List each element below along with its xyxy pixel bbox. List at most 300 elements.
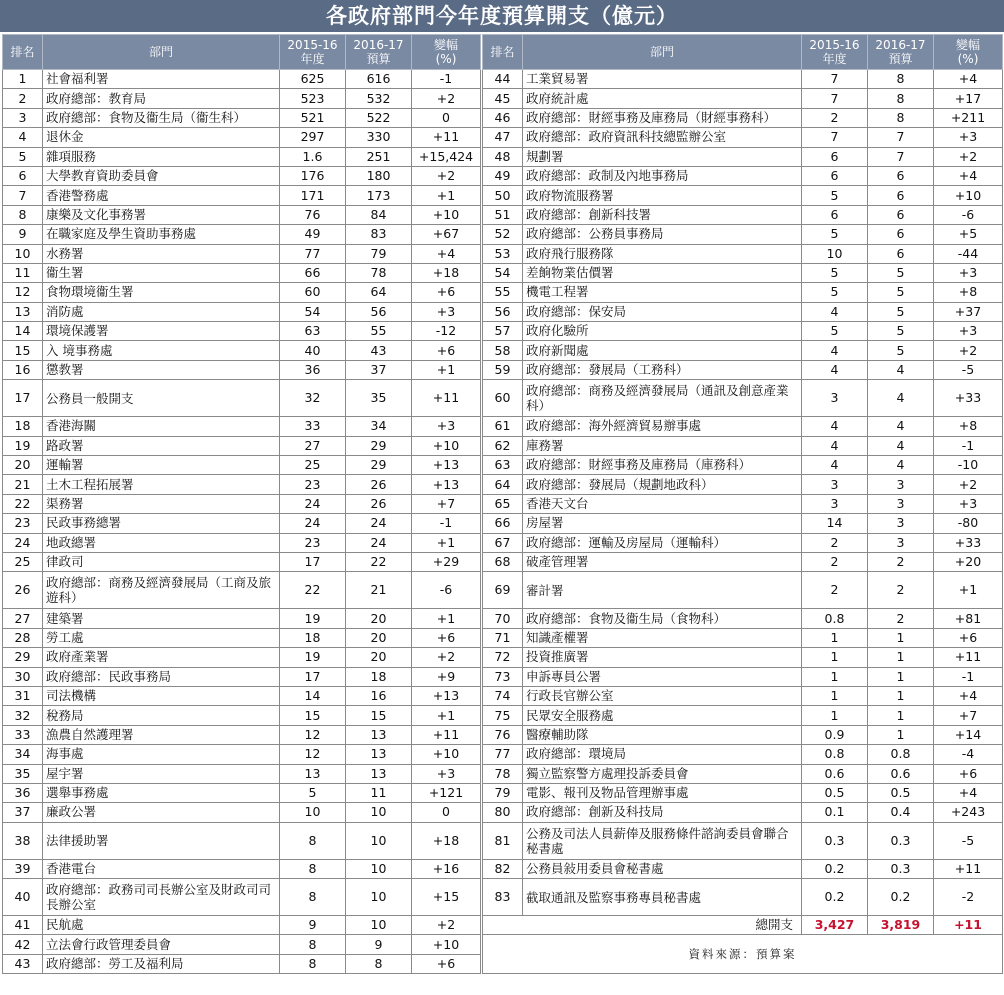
y2-value-cell: 83 [346, 225, 412, 244]
change-cell: +10 [412, 745, 481, 764]
rank-cell: 13 [3, 302, 43, 321]
rank-cell: 32 [3, 706, 43, 725]
dept-name-cell: 環境保護署 [43, 322, 280, 341]
y1-value-cell: 1 [802, 686, 868, 705]
table-row [483, 783, 1003, 802]
change-cell: +1 [934, 572, 1003, 609]
y1-value-cell: 12 [280, 725, 346, 744]
y2-value-cell: 11 [346, 783, 412, 802]
table-row [483, 302, 1003, 321]
y2-value-cell: 251 [346, 147, 412, 166]
y1-header: 2015-16 年度 [280, 35, 346, 70]
y1-value-cell: 8 [280, 822, 346, 859]
table-row [3, 572, 481, 609]
table-row [3, 380, 481, 417]
table-row [3, 745, 481, 764]
change-cell: +3 [934, 263, 1003, 282]
change-cell: +10 [412, 205, 481, 224]
dept-name-cell: 政府總部：創新科技署 [523, 205, 802, 224]
y1-value-cell: 176 [280, 166, 346, 185]
table-row [3, 514, 481, 533]
table-row [3, 648, 481, 667]
y1-value-cell: 5 [802, 225, 868, 244]
table-row [3, 186, 481, 205]
y1-value-cell: 4 [802, 360, 868, 379]
table-row [3, 822, 481, 859]
rank-cell: 75 [483, 706, 523, 725]
change-cell: +13 [412, 475, 481, 494]
y2-value-cell: 0.2 [868, 879, 934, 916]
table-row [483, 667, 1003, 686]
change-cell: +3 [934, 494, 1003, 513]
change-cell: +6 [412, 954, 481, 973]
budget-table-left [2, 34, 481, 974]
y1-value-cell: 0.6 [802, 764, 868, 783]
y2-value-cell: 20 [346, 628, 412, 647]
y1-value-cell: 0.1 [802, 803, 868, 822]
y1-value-cell: 27 [280, 436, 346, 455]
y2-value-cell: 16 [346, 686, 412, 705]
rank-cell: 48 [483, 147, 523, 166]
change-cell: -1 [934, 667, 1003, 686]
table-row [483, 475, 1003, 494]
change-cell: -6 [412, 572, 481, 609]
table-row [3, 322, 481, 341]
change-cell: +4 [934, 166, 1003, 185]
y1-value-cell: 5 [802, 322, 868, 341]
change-cell: +3 [412, 764, 481, 783]
y1-value-cell: 7 [802, 89, 868, 108]
dept-name-cell: 路政署 [43, 436, 280, 455]
y1-value-cell: 19 [280, 648, 346, 667]
table-row [3, 225, 481, 244]
y1-value-cell: 0.2 [802, 879, 868, 916]
rank-cell: 68 [483, 552, 523, 571]
change-cell: +20 [934, 552, 1003, 571]
rank-cell: 69 [483, 572, 523, 609]
dept-name-cell: 民眾安全服務處 [523, 706, 802, 725]
rank-cell: 74 [483, 686, 523, 705]
table-row [3, 166, 481, 185]
total-change: +11 [934, 916, 1003, 935]
rank-cell: 3 [3, 108, 43, 127]
dept-name-cell: 康樂及文化事務署 [43, 205, 280, 224]
table-row [483, 263, 1003, 282]
rank-cell: 46 [483, 108, 523, 127]
y1-value-cell: 63 [280, 322, 346, 341]
rank-cell: 21 [3, 475, 43, 494]
y2-value-cell: 3 [868, 514, 934, 533]
y1-value-cell: 523 [280, 89, 346, 108]
table-row [483, 859, 1003, 878]
y1-value-cell: 5 [802, 186, 868, 205]
dept-name-cell: 稅務局 [43, 706, 280, 725]
rank-cell: 33 [3, 725, 43, 744]
rank-cell: 20 [3, 456, 43, 475]
dept-name-cell: 入 境事務處 [43, 341, 280, 360]
y1-value-cell: 14 [802, 514, 868, 533]
table-row [3, 89, 481, 108]
y1-value-cell: 6 [802, 147, 868, 166]
y1-value-cell: 2 [802, 533, 868, 552]
change-cell: +33 [934, 533, 1003, 552]
y1-value-cell: 4 [802, 302, 868, 321]
budget-table-right [482, 34, 1003, 974]
change-cell: +3 [934, 322, 1003, 341]
y2-value-cell: 0.5 [868, 783, 934, 802]
dept-name-cell: 政府總部：保安局 [523, 302, 802, 321]
table-row [3, 244, 481, 263]
y1-value-cell: 3 [802, 380, 868, 417]
dept-name-cell: 水務署 [43, 244, 280, 263]
rank-cell: 65 [483, 494, 523, 513]
rank-cell: 73 [483, 667, 523, 686]
rank-cell: 49 [483, 166, 523, 185]
rank-cell: 53 [483, 244, 523, 263]
rank-cell: 76 [483, 725, 523, 744]
change-cell: +15,424 [412, 147, 481, 166]
change-cell: +67 [412, 225, 481, 244]
y1-value-cell: 2 [802, 552, 868, 571]
rank-cell: 25 [3, 552, 43, 571]
rank-cell: 59 [483, 360, 523, 379]
table-row [3, 205, 481, 224]
change-cell: +13 [412, 686, 481, 705]
y1-value-cell: 23 [280, 475, 346, 494]
change-cell: +121 [412, 783, 481, 802]
table-row [483, 436, 1003, 455]
rank-cell: 41 [3, 916, 43, 935]
table-row [483, 360, 1003, 379]
dept-name-cell: 庫務署 [523, 436, 802, 455]
y2-value-cell: 5 [868, 283, 934, 302]
y1-value-cell: 4 [802, 417, 868, 436]
change-cell: +211 [934, 108, 1003, 127]
rank-cell: 52 [483, 225, 523, 244]
y1-value-cell: 171 [280, 186, 346, 205]
change-cell: +6 [412, 628, 481, 647]
change-cell: +16 [412, 859, 481, 878]
dept-name-cell: 退休金 [43, 128, 280, 147]
table-row [3, 935, 481, 954]
dept-name-cell: 機電工程署 [523, 283, 802, 302]
rank-cell: 60 [483, 380, 523, 417]
y1-value-cell: 2 [802, 108, 868, 127]
change-cell: 0 [412, 108, 481, 127]
change-cell: +3 [412, 417, 481, 436]
rank-cell: 51 [483, 205, 523, 224]
y1-value-cell: 8 [280, 935, 346, 954]
change-cell: +243 [934, 803, 1003, 822]
y2-value-cell: 0.4 [868, 803, 934, 822]
rank-cell: 29 [3, 648, 43, 667]
rank-cell: 23 [3, 514, 43, 533]
dept-name-cell: 政府總部：商務及經濟發展局（通訊及創意產業科） [523, 380, 802, 417]
dept-name-cell: 香港電台 [43, 859, 280, 878]
dept-name-cell: 政府總部：財經事務及庫務局（財經事務科） [523, 108, 802, 127]
change-cell: -10 [934, 456, 1003, 475]
dept-name-cell: 公務員敍用委員會秘書處 [523, 859, 802, 878]
y1-value-cell: 10 [802, 244, 868, 263]
dept-name-cell: 審計署 [523, 572, 802, 609]
change-cell: +2 [934, 147, 1003, 166]
dept-name-cell: 電影、報刊及物品管理辦事處 [523, 783, 802, 802]
y1-value-cell: 36 [280, 360, 346, 379]
y1-value-cell: 5 [280, 783, 346, 802]
y2-value-cell: 9 [346, 935, 412, 954]
table-row [483, 108, 1003, 127]
rank-cell: 7 [3, 186, 43, 205]
table-row [3, 803, 481, 822]
rank-cell: 50 [483, 186, 523, 205]
y2-value-cell: 84 [346, 205, 412, 224]
y1-value-cell: 9 [280, 916, 346, 935]
y1-value-cell: 0.8 [802, 745, 868, 764]
y2-value-cell: 180 [346, 166, 412, 185]
table-row [3, 916, 481, 935]
dept-name-cell: 政府總部：政務司司長辦公室及財政司司長辦公室 [43, 879, 280, 916]
y2-value-cell: 56 [346, 302, 412, 321]
dept-name-cell: 行政長官辦公室 [523, 686, 802, 705]
dept-name-cell: 申訴專員公署 [523, 667, 802, 686]
table-row [483, 533, 1003, 552]
table-row [3, 456, 481, 475]
change-cell: +11 [934, 859, 1003, 878]
y2-value-cell: 26 [346, 475, 412, 494]
change-cell: +7 [412, 494, 481, 513]
y2-value-cell: 1 [868, 706, 934, 725]
y1-value-cell: 24 [280, 494, 346, 513]
change-header: 變幅 (%) [934, 35, 1003, 70]
dept-name-cell: 政府新聞處 [523, 341, 802, 360]
y1-value-cell: 1 [802, 667, 868, 686]
table-row [483, 225, 1003, 244]
y2-value-cell: 5 [868, 322, 934, 341]
dept-name-cell: 政府總部：政制及內地事務局 [523, 166, 802, 185]
rank-cell: 82 [483, 859, 523, 878]
rank-cell: 2 [3, 89, 43, 108]
table-row [3, 302, 481, 321]
rank-cell: 66 [483, 514, 523, 533]
change-cell: +37 [934, 302, 1003, 321]
rank-cell: 79 [483, 783, 523, 802]
dept-name-cell: 公務及司法人員薪俸及服務條件諮詢委員會聯合秘書處 [523, 822, 802, 859]
dept-name-cell: 雜項服務 [43, 147, 280, 166]
table-row [483, 686, 1003, 705]
y1-value-cell: 76 [280, 205, 346, 224]
rank-cell: 17 [3, 380, 43, 417]
dept-name-cell: 在職家庭及學生資助事務處 [43, 225, 280, 244]
table-row [3, 783, 481, 802]
dept-name-cell: 屋宇署 [43, 764, 280, 783]
dept-name-cell: 政府總部：創新及科技局 [523, 803, 802, 822]
y1-value-cell: 60 [280, 283, 346, 302]
left-table-body [3, 70, 481, 974]
table-row [3, 108, 481, 127]
y1-value-cell: 4 [802, 456, 868, 475]
table-row [3, 494, 481, 513]
rank-cell: 10 [3, 244, 43, 263]
dept-header: 部門 [43, 35, 280, 70]
change-cell: +11 [412, 128, 481, 147]
total-row [483, 916, 1003, 935]
table-row [483, 417, 1003, 436]
table-row [483, 322, 1003, 341]
change-cell: +2 [934, 341, 1003, 360]
dept-name-cell: 政府總部：環境局 [523, 745, 802, 764]
y1-value-cell: 2 [802, 572, 868, 609]
source-row [483, 935, 1003, 974]
y2-value-cell: 6 [868, 244, 934, 263]
y1-value-cell: 12 [280, 745, 346, 764]
table-row [483, 166, 1003, 185]
dept-name-cell: 懲教署 [43, 360, 280, 379]
change-cell: -5 [934, 360, 1003, 379]
y2-value-cell: 8 [868, 108, 934, 127]
rank-cell: 57 [483, 322, 523, 341]
rank-cell: 37 [3, 803, 43, 822]
total-label: 總開支 [483, 916, 802, 935]
y1-value-cell: 18 [280, 628, 346, 647]
change-cell: +1 [412, 186, 481, 205]
table-row [483, 648, 1003, 667]
y2-value-cell: 13 [346, 745, 412, 764]
table-row [3, 667, 481, 686]
rank-cell: 83 [483, 879, 523, 916]
y1-value-cell: 25 [280, 456, 346, 475]
rank-cell: 14 [3, 322, 43, 341]
dept-name-cell: 香港警務處 [43, 186, 280, 205]
rank-cell: 5 [3, 147, 43, 166]
dept-name-cell: 房屋署 [523, 514, 802, 533]
change-cell: -1 [934, 436, 1003, 455]
y2-value-cell: 22 [346, 552, 412, 571]
table-row [3, 533, 481, 552]
change-cell: +6 [934, 764, 1003, 783]
dept-name-cell: 建築署 [43, 609, 280, 628]
table-row [483, 628, 1003, 647]
change-cell: +17 [934, 89, 1003, 108]
rank-cell: 44 [483, 70, 523, 89]
table-row [483, 725, 1003, 744]
y2-value-cell: 55 [346, 322, 412, 341]
rank-cell: 56 [483, 302, 523, 321]
rank-cell: 35 [3, 764, 43, 783]
rank-cell: 16 [3, 360, 43, 379]
table-row [3, 552, 481, 571]
y2-value-cell: 2 [868, 572, 934, 609]
y2-value-cell: 24 [346, 514, 412, 533]
change-cell: +2 [412, 166, 481, 185]
y2-value-cell: 3 [868, 475, 934, 494]
y2-value-cell: 0.3 [868, 859, 934, 878]
y1-value-cell: 22 [280, 572, 346, 609]
change-cell: -80 [934, 514, 1003, 533]
rank-cell: 26 [3, 572, 43, 609]
y2-value-cell: 4 [868, 380, 934, 417]
dept-name-cell: 規劃署 [523, 147, 802, 166]
rank-cell: 9 [3, 225, 43, 244]
y2-value-cell: 4 [868, 436, 934, 455]
dept-name-cell: 公務員一般開支 [43, 380, 280, 417]
dept-name-cell: 立法會行政管理委員會 [43, 935, 280, 954]
rank-cell: 67 [483, 533, 523, 552]
dept-name-cell: 消防處 [43, 302, 280, 321]
y1-value-cell: 297 [280, 128, 346, 147]
change-cell: +6 [412, 341, 481, 360]
y1-value-cell: 33 [280, 417, 346, 436]
dept-name-cell: 政府總部：公務員事務局 [523, 225, 802, 244]
y2-value-cell: 26 [346, 494, 412, 513]
rank-cell: 70 [483, 609, 523, 628]
dept-name-cell: 截取通訊及監察事務專員秘書處 [523, 879, 802, 916]
rank-cell: 15 [3, 341, 43, 360]
table-row [3, 954, 481, 973]
change-cell: -1 [412, 70, 481, 89]
y2-value-cell: 5 [868, 263, 934, 282]
y1-value-cell: 8 [280, 954, 346, 973]
y2-value-cell: 43 [346, 341, 412, 360]
dept-name-cell: 食物環境衞生署 [43, 283, 280, 302]
dept-name-cell: 政府總部：發展局（工務科） [523, 360, 802, 379]
change-cell: +6 [934, 628, 1003, 647]
y2-value-cell: 20 [346, 648, 412, 667]
rank-cell: 11 [3, 263, 43, 282]
table-row [3, 360, 481, 379]
dept-name-cell: 投資推廣署 [523, 648, 802, 667]
table-row [3, 147, 481, 166]
y2-value-cell: 4 [868, 417, 934, 436]
change-cell: -5 [934, 822, 1003, 859]
change-cell: +6 [412, 283, 481, 302]
dept-name-cell: 勞工處 [43, 628, 280, 647]
y2-value-cell: 78 [346, 263, 412, 282]
right-table-body [483, 70, 1003, 916]
y2-value-cell: 6 [868, 166, 934, 185]
table-row [483, 803, 1003, 822]
dept-name-cell: 政府總部：民政事務局 [43, 667, 280, 686]
rank-cell: 36 [3, 783, 43, 802]
change-cell: -44 [934, 244, 1003, 263]
page-title: 各政府部門今年度預算開支（億元） [0, 0, 1004, 32]
header-row [3, 35, 481, 70]
dept-name-cell: 海事處 [43, 745, 280, 764]
y1-value-cell: 15 [280, 706, 346, 725]
y2-value-cell: 6 [868, 225, 934, 244]
change-cell: +2 [934, 475, 1003, 494]
dept-name-cell: 政府物流服務署 [523, 186, 802, 205]
table-row [483, 572, 1003, 609]
dept-name-cell: 政府總部：商務及經濟發展局（工商及旅遊科） [43, 572, 280, 609]
dept-name-cell: 法律援助署 [43, 822, 280, 859]
rank-cell: 81 [483, 822, 523, 859]
y2-value-cell: 522 [346, 108, 412, 127]
y1-value-cell: 1 [802, 706, 868, 725]
rank-cell: 78 [483, 764, 523, 783]
rank-cell: 30 [3, 667, 43, 686]
header-row [483, 35, 1003, 70]
table-row [3, 341, 481, 360]
rank-cell: 24 [3, 533, 43, 552]
table-row [483, 283, 1003, 302]
y1-value-cell: 24 [280, 514, 346, 533]
y1-value-cell: 4 [802, 436, 868, 455]
dept-name-cell: 民航處 [43, 916, 280, 935]
y2-value-cell: 0.8 [868, 745, 934, 764]
y1-value-cell: 54 [280, 302, 346, 321]
change-cell: +3 [934, 128, 1003, 147]
y2-value-cell: 21 [346, 572, 412, 609]
